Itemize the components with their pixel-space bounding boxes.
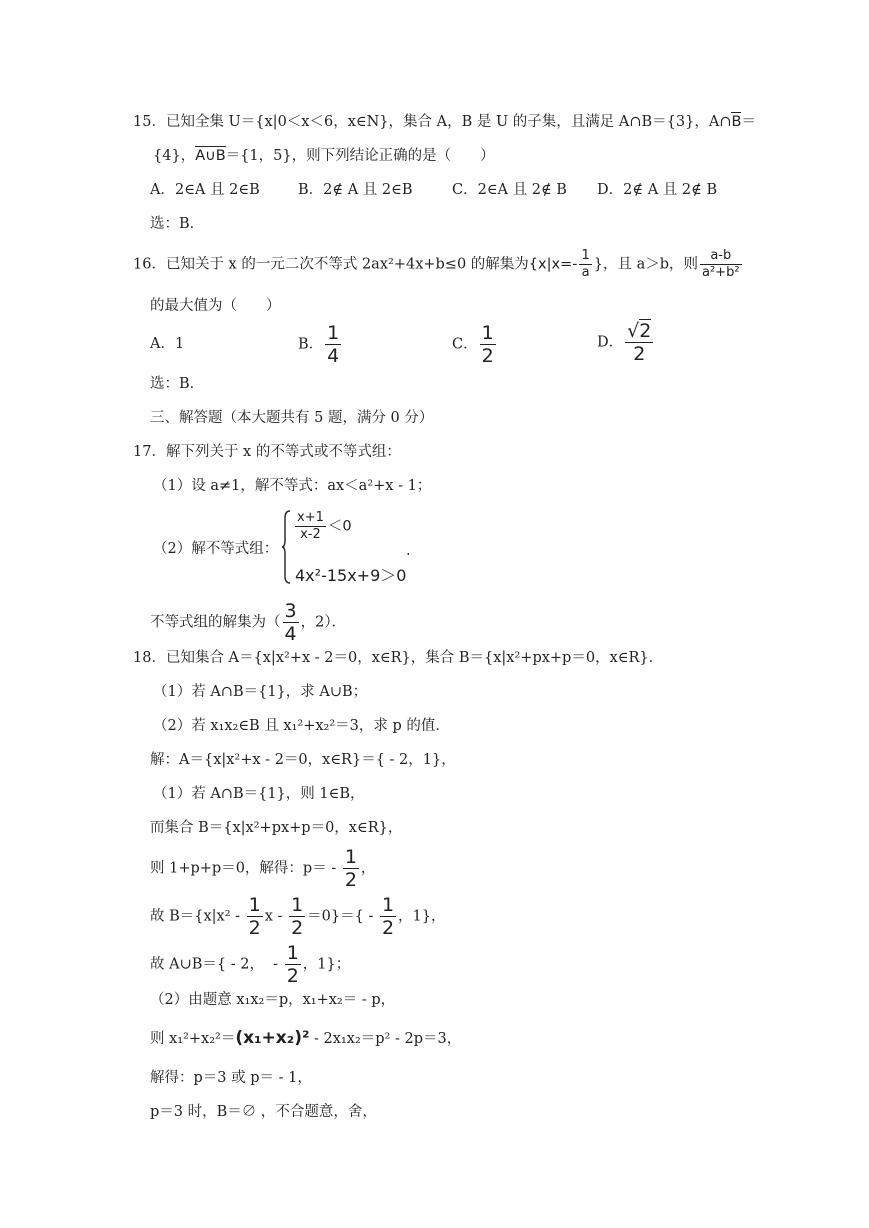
q18-sol5-a: 故 B＝{x|x² - — [150, 908, 245, 925]
q17-system-end: . — [406, 543, 411, 559]
q15-option-b: B．2∉ A 且 2∈B — [298, 182, 413, 198]
q18-sol6-num: 1 — [286, 942, 299, 964]
q18-sol5-n2: 1 — [291, 894, 304, 916]
q16-set-num: 1 — [581, 248, 590, 263]
q18-sol8-b: - 2x₁x₂＝p² - 2p＝3， — [309, 1031, 462, 1047]
q18-sol-line3: 而集合 B＝{x|x²+px+p＝0，x∈R}， — [150, 820, 403, 836]
section-3-heading: 三、解答题（本大题共有 5 题，满分 0 分） — [150, 410, 434, 426]
q18-sol4-num: 1 — [344, 846, 357, 868]
q15-b-complement: B — [731, 114, 742, 130]
q17-solution — [150, 600, 346, 645]
q17-solution-fraction — [283, 600, 299, 645]
q16-option-a: A．1 — [150, 336, 185, 352]
q16-set-prefix: {x|x=- — [528, 256, 578, 273]
q18-sol5-fraction2 — [289, 894, 305, 939]
q16-option-d-label: D． — [597, 334, 624, 351]
q18-sol6-fraction — [285, 942, 301, 987]
q18-sol-line9: 解得：p＝3 或 p＝ - 1， — [150, 1070, 312, 1086]
q17-system-row1 — [293, 510, 352, 543]
q16-option-d-num — [625, 320, 653, 343]
q18-sol8-a: 则 x₁²+x₂²＝ — [150, 1031, 236, 1047]
q16-set-fraction — [579, 248, 591, 281]
q17-system-fraction — [295, 510, 326, 543]
q16-line2: 的最大值为（ ） — [150, 298, 281, 314]
q16-text: 16．已知关于 x 的一元二次不等式 2ax²+4x+b≤0 的解集为 — [133, 256, 529, 273]
q15-line2-rest: ＝{1，5}，则下列结论正确的是（ ） — [225, 148, 495, 164]
q17-sys-rel1: ＜0 — [327, 518, 352, 535]
q15-line1 — [133, 112, 756, 132]
q16-option-b-den: 4 — [327, 345, 340, 367]
q18-sol5-b: x - — [264, 908, 288, 925]
q18-sol4-fraction — [343, 846, 359, 891]
q16-set-suffix: }，且 a＞b，则 — [593, 256, 698, 273]
q18-part1: （1）若 A∩B＝{1}，求 A∪B； — [153, 684, 368, 700]
sqrt-icon: √ — [627, 320, 640, 342]
q16-target-fraction — [700, 248, 742, 281]
q15-aub-complement: A∪B — [195, 148, 226, 164]
q18-title: 18．已知集合 A＝{x|x²+x - 2＝0，x∈R}，集合 B＝{x|x²+px+p＝0，x∈R}． — [133, 650, 664, 666]
q16-frac-num: a-b — [700, 248, 742, 265]
q16-option-b-label: B． — [298, 336, 324, 353]
q17-system-row2: 4x²-15x+9＞0 — [295, 566, 407, 585]
q18-sol8-square: (x₁+x₂)² — [235, 1028, 310, 1048]
q18-sol-line8 — [150, 1028, 461, 1049]
q18-sol4-suffix: ， — [360, 860, 376, 877]
q18-sol5-c: ＝0}＝{ - — [307, 908, 378, 925]
q16-option-b-fraction — [325, 322, 341, 367]
q17-title: 17．解下列关于 x 的不等式或不等式组： — [133, 444, 401, 460]
q17-inequality-system — [281, 510, 411, 586]
q18-sol5-d2: 2 — [291, 917, 304, 939]
q16-option-c-num: 1 — [481, 322, 494, 344]
q18-sol-line5 — [150, 894, 446, 939]
q18-sol6-den: 2 — [286, 965, 299, 987]
q16-answer: 选：B． — [150, 376, 205, 392]
q18-sol-line7: （2）由题意 x₁x₂＝p，x₁+x₂＝ - p， — [150, 992, 396, 1008]
q15-option-c: C．2∈A 且 2∉ B — [452, 182, 567, 198]
q16-set-den: a — [581, 265, 590, 280]
q18-part2: （2）若 x₁x₂∈B 且 x₁²+x₂²＝3，求 p 的值． — [153, 718, 450, 734]
q18-sol5-n3: 1 — [381, 894, 395, 916]
q15-set4: {4}， — [153, 148, 196, 164]
q17-sol-num: 3 — [284, 600, 297, 622]
q18-sol5-fraction1 — [247, 894, 263, 939]
q16-option-c-label: C． — [452, 336, 478, 353]
q18-sol5-fraction3 — [380, 894, 396, 939]
q17-solution-prefix: 不等式组的解集为（ — [150, 614, 281, 631]
q18-sol-line2: （1）若 A∩B＝{1}，则 1∈B， — [153, 786, 365, 802]
q18-sol5-e: ，1}， — [398, 908, 446, 925]
q18-sol6-a: 故 A∪B＝{ - 2， - — [150, 956, 283, 973]
q15-eq: ＝ — [741, 114, 756, 130]
q16-option-b — [298, 322, 343, 367]
q18-sol-line6 — [150, 942, 350, 987]
q17-part2-label: （2）解不等式组： — [153, 541, 279, 557]
q17-sys-den: x-2 — [300, 527, 321, 542]
q15-line2 — [153, 146, 495, 166]
q15-text: 15．已知全集 U＝{x|0＜x＜6，x∈N}，集合 A，B 是 U 的子集，且满足 A∩B＝{3}，A∩ — [133, 114, 732, 130]
q18-sol5-n1: 1 — [248, 894, 261, 916]
q15-option-a: A．2∈A 且 2∈B — [150, 182, 260, 198]
q16-frac-den: a²+b² — [702, 265, 740, 280]
q17-sol-den: 4 — [284, 623, 297, 645]
q15-option-d: D．2∉ A 且 2∉ B — [597, 182, 718, 198]
q16-option-c-den: 2 — [481, 345, 494, 367]
q16-option-d — [597, 320, 655, 365]
q18-sol5-d3: 2 — [381, 917, 395, 939]
q18-sol-line1: 解：A＝{x|x²+x - 2＝0，x∈R}＝{ - 2，1}， — [150, 752, 456, 768]
q18-sol5-d1: 2 — [248, 917, 261, 939]
q16-option-c-fraction — [480, 322, 496, 367]
q18-sol6-b: ，1}； — [302, 956, 351, 973]
q18-sol4-den: 2 — [344, 869, 357, 891]
brace-icon — [281, 510, 291, 584]
q17-part1: （1）设 a≠1，解不等式：ax＜a²+x - 1； — [153, 478, 432, 494]
q16-option-d-den: 2 — [633, 343, 646, 365]
q15-answer: 选：B． — [150, 216, 205, 232]
q17-sys-num: x+1 — [297, 510, 324, 525]
q16-option-c — [452, 322, 498, 367]
q17-solution-suffix: ，2）． — [300, 614, 347, 631]
q16-option-d-radicand: 2 — [639, 320, 652, 342]
q16-option-d-fraction — [625, 320, 653, 365]
q18-sol-line4 — [150, 846, 375, 891]
q16-option-b-num: 1 — [327, 322, 340, 344]
q18-sol-line10: p＝3 时，B＝∅ ，不合题意，舍， — [150, 1104, 377, 1120]
q18-sol4-prefix: 则 1+p+p＝0，解得：p＝ - — [150, 860, 341, 877]
q16-line1 — [133, 248, 744, 281]
